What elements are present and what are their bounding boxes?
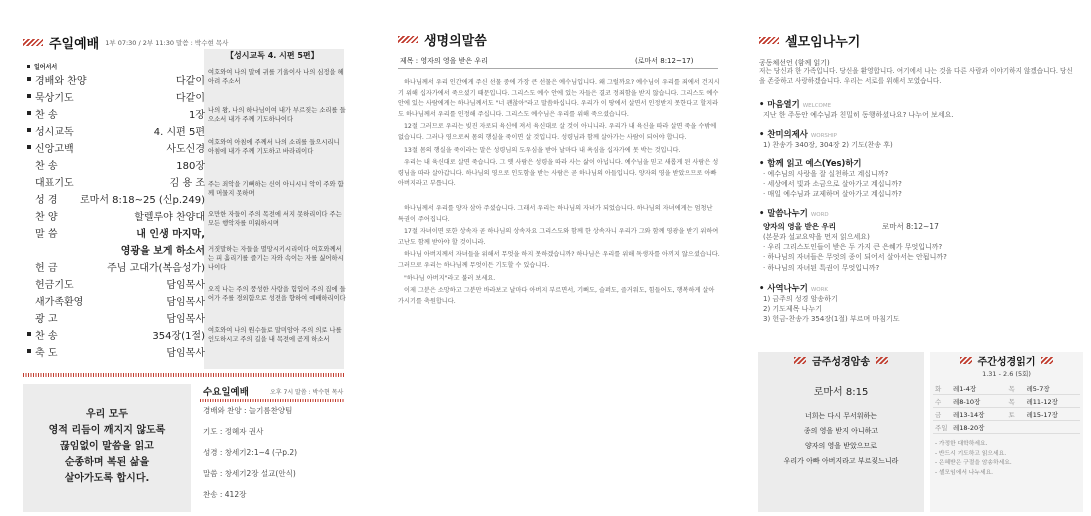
section-bullet: • bbox=[759, 99, 765, 109]
service-item-name: 축 도 bbox=[35, 347, 58, 359]
cell-section-s5 bbox=[759, 282, 1079, 325]
section-bullet: • bbox=[759, 283, 765, 293]
sermon-column bbox=[370, 0, 725, 516]
service-item-label bbox=[27, 225, 58, 240]
prayer-line: 우리 모두 bbox=[85, 409, 129, 420]
section-line: 2) 기도제목 나누기 bbox=[763, 305, 822, 314]
service-row bbox=[27, 327, 205, 341]
service-item-label bbox=[27, 191, 58, 206]
section-line: · 우리 그리스도인들이 받은 두 가지 큰 은혜가 무엇입니까? bbox=[763, 243, 943, 252]
bullet-icon bbox=[27, 111, 31, 115]
service-row bbox=[27, 140, 205, 154]
service-row bbox=[27, 344, 205, 358]
reading-cell: 레5-7장 bbox=[1025, 382, 1081, 395]
service-item-label bbox=[27, 208, 58, 223]
service-item-value: 다같이 bbox=[176, 92, 205, 104]
reading-note: - 은혜받은 구절을 암송하세요. bbox=[935, 460, 1012, 466]
sermon-paragraph: 17절 자녀이면 또한 상속자 곧 하나님의 상속자요 그리스도와 함께 한 상속자니 우리가 그와 함께 영광을 받기 위하여 고난도 함께 받아야 할 것이니라. bbox=[398, 228, 719, 246]
section-line: · 매일 예수님과 교제하며 살아가고 계십니까? bbox=[763, 190, 902, 199]
service-row bbox=[27, 242, 205, 256]
sermon-paragraph: "하나님 아버지"라고 불러 보세요. bbox=[404, 274, 496, 282]
service-item-label bbox=[27, 344, 58, 359]
service-item-label bbox=[27, 123, 74, 138]
divider bbox=[23, 373, 345, 377]
reading-cell: 레8-10장 bbox=[951, 395, 1007, 408]
service-item-label bbox=[27, 327, 58, 342]
hatch-decoration bbox=[876, 357, 888, 364]
section-line: · 하나님의 자녀된 특권이 무엇입니까? bbox=[763, 263, 880, 272]
reading-dates: 1.31 - 2.6 (5회) bbox=[982, 370, 1031, 378]
word-title-text: 양자의 영을 받은 우리 bbox=[763, 222, 837, 231]
service-item-label bbox=[27, 140, 74, 155]
hatch-decoration bbox=[759, 37, 779, 44]
service-item-name: 신앙고백 bbox=[35, 143, 74, 155]
reading-cell: 목 bbox=[1007, 382, 1025, 395]
reading-cell bbox=[1025, 421, 1081, 434]
reading-cell: 레18-20장 bbox=[951, 421, 1007, 434]
opening-label bbox=[27, 62, 57, 71]
psalm-verse: 여호와여 나의 원수들로 말미암아 주의 의로 나를 인도하시고 주의 길을 내 목전에 곧게 하소서 bbox=[208, 327, 342, 343]
reading-note: - 셀모임에서 나누세요. bbox=[935, 469, 994, 476]
service-item-name: 헌금기도 bbox=[35, 279, 74, 291]
psalm-banner: 【성시교독 4. 시편 5편】 bbox=[226, 51, 319, 60]
service-row bbox=[27, 276, 205, 290]
section-line: 1) 금주의 성경 암송하기 bbox=[763, 295, 838, 303]
prayer-line: 영적 리듬이 깨지지 않도록 bbox=[48, 425, 166, 436]
service-item-name: 대표기도 bbox=[35, 177, 74, 189]
service-item-value: 사도신경 bbox=[166, 143, 205, 155]
prayer-text bbox=[23, 407, 191, 487]
psalm-panel bbox=[204, 49, 344, 369]
service-item-label bbox=[27, 247, 35, 251]
section-heading bbox=[759, 128, 1079, 140]
service-item-value: 4. 시편 5편 bbox=[153, 126, 205, 138]
section-en: WORD bbox=[810, 212, 829, 218]
memory-line: 너희는 다시 무서워하는 bbox=[804, 412, 878, 420]
memory-header bbox=[758, 353, 924, 368]
divider bbox=[398, 68, 718, 69]
bullet-icon bbox=[27, 94, 31, 98]
reading-title: 주간성경읽기 bbox=[977, 357, 1036, 368]
wednesday-time: 오후 7시 말씀 : 박수현 목사 bbox=[270, 389, 344, 396]
cell-section-s2 bbox=[759, 128, 1079, 150]
service-row bbox=[27, 72, 205, 86]
bullet-icon bbox=[27, 332, 31, 336]
reading-header bbox=[930, 353, 1083, 368]
reading-cell: 레13-14장 bbox=[951, 408, 1007, 421]
worship-column bbox=[0, 0, 360, 516]
bullet-icon bbox=[27, 349, 31, 353]
reading-cell: 레1-4장 bbox=[951, 382, 1007, 395]
section-en: WORK bbox=[810, 287, 829, 293]
sermon-reference: (로마서 8:12~17) bbox=[635, 57, 694, 65]
section-line: 지난 한 주동안 예수님과 친밀히 동행하셨나요? 나누어 보세요. bbox=[763, 111, 954, 119]
section-heading bbox=[759, 157, 1079, 169]
service-row bbox=[27, 259, 205, 273]
cell-section-s3 bbox=[759, 157, 1079, 200]
service-item-name: 성시교독 bbox=[35, 126, 74, 138]
worship-header bbox=[23, 33, 228, 52]
service-item-label bbox=[27, 310, 58, 325]
psalm-verse: 여호와여 아침에 주께서 나의 소리를 들으시리니 아침에 내가 주께 기도하고 바라리이다 bbox=[208, 139, 340, 155]
intro-label: 공동체선언 (함께 읽기) bbox=[759, 59, 830, 67]
prayer-line: 살아가도록 합시다. bbox=[64, 473, 150, 484]
hatch-decoration bbox=[398, 36, 418, 43]
service-item-value: 영광을 보게 하소서 bbox=[120, 245, 205, 257]
hatch-decoration bbox=[23, 39, 43, 46]
service-item-label bbox=[27, 89, 74, 104]
cell-section-s4 bbox=[759, 207, 1079, 273]
sermon-title: 생명의말씀 bbox=[424, 34, 487, 49]
prayer-line: 끊임없이 말씀을 읽고 bbox=[60, 441, 154, 452]
service-item-value: 담임목사 bbox=[166, 296, 205, 308]
memory-line: 양자의 영을 받았으므로 bbox=[804, 442, 878, 450]
sermon-paragraph: 하나님께서 우리 인간에게 주신 선물 중에 가장 큰 선물은 예수님입니다. 왜 그럴까요? 예수님이 우리를 죄에서 건지시기 위해 십자가에서 죽으셨기 때문입니다. 그리스도 예수 안에 있는 자들은 결코 정죄함을 받지 않습니다. 그리스도 예수 안에 있는 사람에게는 하나님께서도 "너 괜찮아"라고 말씀하십니다. 우리가 이 땅에서 살면서 인정받지 못한다고 할지라도 하나님께서 우리를 인정해 주십니다. 그리스도 예수님은 우리를 위해 죽으셨습니다. bbox=[398, 79, 720, 118]
reading-cell: 주일 bbox=[933, 421, 951, 434]
worship-times: 1부 07:30 / 2부 11:30 말씀 : 박수현 목사 bbox=[105, 39, 229, 47]
service-item-value: 다같이 bbox=[176, 75, 205, 87]
psalm-verse: 오만한 자들이 주의 목전에 서지 못하리이다 주는 모든 행악자를 미워하시며 bbox=[208, 211, 342, 227]
reading-cell: 금 bbox=[933, 408, 951, 421]
wednesday-item: 경배와 찬양 : 늘기름찬양팀 bbox=[203, 406, 293, 415]
service-item-value: 담임목사 bbox=[166, 279, 205, 291]
section-bullet: • bbox=[759, 158, 765, 168]
worship-title: 주일예배 bbox=[49, 37, 100, 52]
section-line: 3) 헌금-찬송가 354장(1절) 부르며 마침기도 bbox=[763, 315, 900, 324]
hatch-decoration bbox=[1041, 357, 1053, 364]
psalm-verse: 여호와여 나의 말에 귀를 기울이사 나의 심정을 헤아려 주소서 bbox=[208, 69, 344, 85]
service-item-name: 찬 송 bbox=[35, 160, 58, 172]
prayer-line: 순종하며 복된 삶을 bbox=[64, 457, 150, 468]
service-item-name: 새가족환영 bbox=[35, 296, 84, 308]
wednesday-item: 말씀 : 창세기2장 설교(안식) bbox=[203, 469, 296, 478]
section-en: WELCOME bbox=[802, 103, 832, 109]
sermon-paragraph: 13절 몸의 행실을 죽이라는 말은 성령님의 도우심을 받아 날마다 내 욕심을 십자가에 못 박는 것입니다. bbox=[404, 146, 681, 154]
service-item-value: 담임목사 bbox=[166, 347, 205, 359]
sermon-paragraph: 우리는 내 육신대로 살면 죽습니다. 그 옛 사람은 성령을 따라 사는 삶이 아닙니다. 예수님을 믿고 새롭게 된 사람은 성령님을 따라 살아갑니다. 하나님의 영으로 인도함을 받는 사람은 곧 하나님의 아들입니다. 양자의 영을 받았으므로 아빠 아버지라고 부릅니다. bbox=[398, 159, 719, 188]
service-item-label bbox=[27, 106, 58, 121]
section-bullet: • bbox=[759, 129, 765, 139]
service-item-label bbox=[27, 174, 74, 189]
sermon-header bbox=[398, 30, 487, 49]
service-item-name: 광 고 bbox=[35, 313, 58, 325]
bullet-icon bbox=[27, 145, 31, 149]
section-line: · 하나님의 자녀들은 무엇의 종이 되어서 살아서는 안됩니까? bbox=[763, 253, 947, 262]
cell-section-s1 bbox=[759, 98, 1079, 120]
reading-cell: 목 bbox=[1007, 395, 1025, 408]
sermon-body bbox=[398, 78, 720, 508]
wednesday-item: 찬송 : 412장 bbox=[203, 490, 247, 499]
psalm-verse: 주는 죄악을 기뻐하는 신이 아니시니 악이 주와 함께 머물지 못하며 bbox=[208, 181, 344, 197]
service-item-name: 찬 양 bbox=[35, 211, 58, 223]
service-row bbox=[27, 106, 205, 120]
reading-table bbox=[933, 382, 1080, 434]
bullet-icon bbox=[27, 128, 31, 132]
section-title: 말씀나누기 bbox=[767, 208, 808, 218]
wednesday-item: 성경 : 창세기2:1~4 (구p.2) bbox=[203, 448, 298, 457]
service-item-value: 주님 고대가(복음성가) bbox=[107, 262, 205, 274]
reading-note: - 반드시 기도하고 읽으세요. bbox=[935, 450, 1007, 457]
cell-title: 셀모임나누기 bbox=[785, 35, 861, 50]
memory-line: 종의 영을 받지 아니하고 bbox=[803, 427, 879, 435]
word-ref: 로마서 8:12~17 bbox=[882, 222, 939, 231]
service-item-label bbox=[27, 72, 86, 87]
service-item-name: 찬 송 bbox=[35, 330, 58, 342]
service-item-value: 김 용 조 bbox=[169, 177, 205, 189]
service-row bbox=[27, 157, 205, 171]
cell-column bbox=[740, 0, 1091, 516]
memory-line: 우리가 아빠 아버지라고 부르짖느니라 bbox=[783, 457, 899, 465]
service-row bbox=[27, 293, 205, 307]
service-row bbox=[27, 310, 205, 324]
sermon-subject: 제목 : 영자의 영을 받은 우리 bbox=[400, 57, 488, 65]
reading-cell: 레11-12장 bbox=[1025, 395, 1081, 408]
service-item-label bbox=[27, 293, 83, 308]
reading-cell: 토 bbox=[1007, 408, 1025, 421]
memory-title: 금주성경암송 bbox=[812, 357, 870, 368]
service-row bbox=[27, 174, 205, 188]
service-row bbox=[27, 123, 205, 137]
section-line: · 예수님의 사랑을 잘 실천하고 계십니까? bbox=[763, 170, 889, 178]
service-item-name: 찬 송 bbox=[35, 109, 58, 121]
hatch-decoration bbox=[960, 357, 972, 364]
service-item-name: 경배와 찬양 bbox=[35, 75, 87, 87]
section-line: · 세상에서 빛과 소금으로 살아가고 계십니까? bbox=[763, 180, 902, 189]
wednesday-item: 기도 : 정혜자 권사 bbox=[203, 427, 264, 436]
section-en: WORSHIP bbox=[810, 133, 837, 139]
psalm-verse: 거짓말하는 자들을 멸망시키시리이다 여호와께서는 피 흘리기를 즐기는 자와 속이는 자를 싫어하시나이다 bbox=[208, 246, 344, 271]
service-item-value: 담임목사 bbox=[166, 313, 205, 325]
service-row bbox=[27, 225, 205, 239]
section-line: 1) 찬송가 340장, 304장 2) 기도(찬송 후) bbox=[763, 141, 893, 149]
service-item-name: 헌 금 bbox=[35, 262, 58, 274]
service-row bbox=[27, 89, 205, 103]
wednesday-title: 수요일예배 bbox=[203, 387, 249, 398]
reading-row bbox=[933, 395, 1080, 408]
word-title bbox=[763, 221, 1079, 232]
service-item-name: 묵상기도 bbox=[35, 92, 74, 104]
opening-text: 일어서서 bbox=[34, 64, 58, 71]
service-item-value: 354장(1절) bbox=[152, 330, 205, 342]
service-item-label bbox=[27, 259, 58, 274]
service-item-label bbox=[27, 157, 58, 172]
sermon-paragraph: 12절 그러므로 우리는 빚진 자로되 육신에 져서 육신대로 살 것이 아니니라. 우리가 내 육신을 따라 살면 죽을 수밖에 없습니다. 그러나 영으로써 몸의 행실을 죽이면 살 것입니다. 성령님과 함께 살아가는 사람이 되어야 합니다. bbox=[398, 123, 717, 141]
bullet-icon bbox=[27, 77, 31, 81]
service-item-value: 로마서 8:18~25 (신p.249) bbox=[80, 194, 205, 206]
reading-notes bbox=[935, 440, 1012, 478]
section-heading bbox=[759, 282, 1079, 294]
reading-cell: 레15-17장 bbox=[1025, 408, 1081, 421]
reading-note: - 가정한 대학하세요. bbox=[935, 441, 988, 447]
service-item-value: 1장 bbox=[188, 109, 205, 121]
reading-cell: 수 bbox=[933, 395, 951, 408]
section-title: 찬미의제사 bbox=[767, 129, 808, 139]
service-item-name: 성 경 bbox=[35, 194, 58, 206]
reading-cell: 화 bbox=[933, 382, 951, 395]
section-title: 마음열기 bbox=[767, 99, 800, 109]
psalm-verse: 오직 나는 주의 풍성한 사랑을 힘입어 주의 집에 들어가 주를 경외함으로 성전을 향하여 예배하리이다 bbox=[208, 286, 346, 302]
cell-header bbox=[759, 31, 860, 50]
memory-verse bbox=[758, 409, 924, 469]
reading-row bbox=[933, 408, 1080, 421]
service-item-name: 말 씀 bbox=[35, 228, 58, 240]
psalm-verse: 나의 왕, 나의 하나님이여 내가 부르짖는 소리를 들으소서 내가 주께 기도하나이다 bbox=[208, 107, 346, 123]
section-heading bbox=[759, 98, 1079, 110]
service-item-value: 180장 bbox=[176, 160, 205, 172]
sermon-paragraph: 하나님께서 우리를 양자 삼아 주셨습니다. 그래서 우리는 하나님의 자녀가 되었습니다. 하나님의 자녀에게는 엄청난 특권이 주어집니다. bbox=[398, 204, 713, 223]
reading-row bbox=[933, 421, 1080, 434]
section-line: (본문과 설교요약을 먼저 읽으세요) bbox=[763, 233, 870, 241]
service-item-value: 내 인생 마지막, bbox=[136, 228, 205, 240]
section-bullet: • bbox=[759, 208, 765, 218]
section-title: 사역나누기 bbox=[767, 283, 808, 293]
service-item-label bbox=[27, 276, 74, 291]
section-title: 함께 읽고 예스(Yes)하기 bbox=[767, 158, 862, 168]
reading-row bbox=[933, 382, 1080, 395]
service-row bbox=[27, 208, 205, 222]
reading-cell bbox=[1007, 421, 1025, 434]
service-row bbox=[27, 191, 205, 205]
sermon-paragraph: 이제 그분은 소망하고 그분만 바라보고 날마다 아버지 부르면서, 기뻐도, 슬퍼도, 즐거워도, 힘들어도, 행복하게 살아가시기를 축원합니다. bbox=[398, 287, 715, 305]
memory-ref: 로마서 8:15 bbox=[813, 387, 869, 398]
divider bbox=[200, 399, 345, 402]
section-heading bbox=[759, 207, 1079, 219]
intro-text: 저는 당신과 한 가족입니다. 당신을 환영합니다. 여기에서 나는 것을 다른 사람과 이야기하지 않겠습니다. 당신을 존중하고 사랑하겠습니다. 우리는 서로를 위해서 모였습니다. bbox=[759, 67, 1073, 85]
hatch-decoration bbox=[794, 357, 806, 364]
service-item-value: 할렐루야 찬양대 bbox=[134, 211, 205, 223]
sermon-paragraph: 하나님 아버지께서 자녀들을 위해서 무엇을 하지 못하겠습니까? 하나님은 우리를 위해 독생자를 아끼지 않으셨습니다. 그러므로 우리는 하나님께 무엇이든 기도할 수 있습니다. bbox=[398, 251, 720, 269]
